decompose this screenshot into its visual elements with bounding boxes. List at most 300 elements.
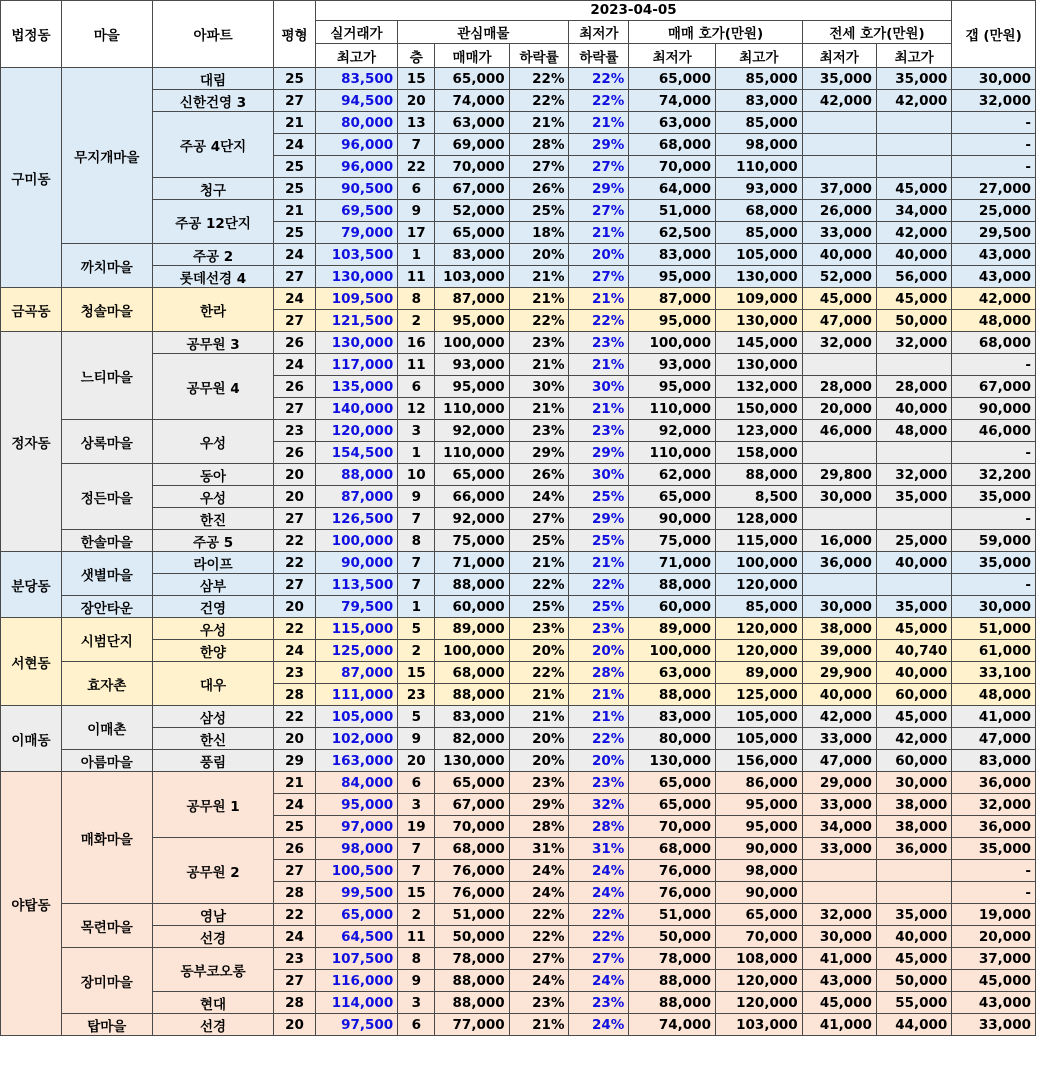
jeonse-high-cell [876, 134, 951, 156]
sale-price-cell: 88,000 [435, 970, 509, 992]
table-row [1, 486, 1036, 508]
gap-cell: 47,000 [952, 728, 1036, 750]
sale-price-cell: 67,000 [435, 794, 509, 816]
sale-price-cell: 95,000 [435, 310, 509, 332]
table-row [1, 706, 1036, 728]
pyeong-cell: 26 [274, 838, 315, 860]
sale-high-cell: 90,000 [715, 838, 802, 860]
table-row [1, 574, 1036, 596]
apartment-cell: 건영 [152, 596, 274, 618]
jeonse-low-cell: 33,000 [802, 838, 876, 860]
gap-cell: 37,000 [952, 948, 1036, 970]
village-cell: 효자촌 [61, 662, 152, 706]
jeonse-low-cell: 39,000 [802, 640, 876, 662]
pyeong-cell: 20 [274, 728, 315, 750]
pyeong-cell: 27 [274, 508, 315, 530]
table-row [1, 926, 1036, 948]
sale-high-cell: 128,000 [715, 508, 802, 530]
sale-high-cell: 103,000 [715, 1014, 802, 1036]
floor-cell: 3 [398, 992, 435, 1014]
floor-cell: 20 [398, 750, 435, 772]
pyeong-cell: 25 [274, 156, 315, 178]
gap-cell: 32,000 [952, 90, 1036, 112]
min-decline-rate-cell: 31% [569, 838, 629, 860]
jeonse-high-cell: 35,000 [876, 486, 951, 508]
floor-cell: 5 [398, 618, 435, 640]
apartment-cell: 우성 [152, 420, 274, 464]
table-header [1, 1, 1036, 68]
apartment-cell: 한양 [152, 640, 274, 662]
floor-cell: 11 [398, 926, 435, 948]
sale-price-cell: 88,000 [435, 574, 509, 596]
gap-cell: - [952, 156, 1036, 178]
jeonse-low-cell: 37,000 [802, 178, 876, 200]
sale-high-cell: 89,000 [715, 662, 802, 684]
floor-cell: 5 [398, 706, 435, 728]
jeonse-high-cell: 35,000 [876, 68, 951, 90]
header-sale-high: 최고가 [715, 44, 802, 68]
decline-rate-cell: 24% [509, 486, 569, 508]
min-decline-rate-cell: 22% [569, 728, 629, 750]
pyeong-cell: 23 [274, 662, 315, 684]
sale-high-cell: 156,000 [715, 750, 802, 772]
actual-max-price-cell: 114,000 [315, 992, 398, 1014]
apartment-cell: 주공 12단지 [152, 200, 274, 244]
actual-max-price-cell: 113,500 [315, 574, 398, 596]
gap-cell: 43,000 [952, 266, 1036, 288]
sale-low-cell: 64,000 [629, 178, 716, 200]
floor-cell: 9 [398, 200, 435, 222]
actual-max-price-cell: 140,000 [315, 398, 398, 420]
pyeong-cell: 22 [274, 552, 315, 574]
sale-high-cell: 120,000 [715, 618, 802, 640]
floor-cell: 10 [398, 464, 435, 486]
floor-cell: 7 [398, 134, 435, 156]
header-sale-price: 매매가 [435, 44, 509, 68]
min-decline-rate-cell: 21% [569, 552, 629, 574]
sale-low-cell: 100,000 [629, 332, 716, 354]
header-apartment: 아파트 [152, 1, 274, 68]
header-actual-trade-max: 최고가 [315, 44, 398, 68]
floor-cell: 8 [398, 530, 435, 552]
apartment-cell: 주공 4단지 [152, 112, 274, 178]
actual-max-price-cell: 90,000 [315, 552, 398, 574]
actual-max-price-cell: 163,000 [315, 750, 398, 772]
village-cell: 느티마을 [61, 332, 152, 420]
apartment-cell: 삼부 [152, 574, 274, 596]
sale-high-cell: 120,000 [715, 970, 802, 992]
apartment-cell: 우성 [152, 486, 274, 508]
gap-cell: 35,000 [952, 552, 1036, 574]
sale-price-cell: 60,000 [435, 596, 509, 618]
jeonse-low-cell [802, 156, 876, 178]
sale-price-cell: 65,000 [435, 68, 509, 90]
actual-max-price-cell: 97,500 [315, 1014, 398, 1036]
gap-cell: - [952, 574, 1036, 596]
header-min-price: 최저가 [569, 20, 629, 44]
header-actual-trade: 실거래가 [315, 20, 398, 44]
min-decline-rate-cell: 22% [569, 310, 629, 332]
decline-rate-cell: 22% [509, 90, 569, 112]
jeonse-low-cell: 42,000 [802, 90, 876, 112]
pyeong-cell: 24 [274, 354, 315, 376]
pyeong-cell: 20 [274, 596, 315, 618]
sale-high-cell: 85,000 [715, 596, 802, 618]
sale-low-cell: 89,000 [629, 618, 716, 640]
actual-max-price-cell: 125,000 [315, 640, 398, 662]
jeonse-low-cell: 45,000 [802, 992, 876, 1014]
jeonse-high-cell: 42,000 [876, 90, 951, 112]
gap-cell: 46,000 [952, 420, 1036, 442]
village-cell: 목련마을 [61, 904, 152, 948]
jeonse-high-cell: 48,000 [876, 420, 951, 442]
jeonse-low-cell: 34,000 [802, 816, 876, 838]
jeonse-high-cell [876, 574, 951, 596]
min-decline-rate-cell: 23% [569, 772, 629, 794]
jeonse-high-cell: 56,000 [876, 266, 951, 288]
table-row [1, 464, 1036, 486]
jeonse-low-cell: 45,000 [802, 288, 876, 310]
sale-high-cell: 130,000 [715, 310, 802, 332]
gap-cell: 32,000 [952, 794, 1036, 816]
sale-low-cell: 88,000 [629, 684, 716, 706]
floor-cell: 15 [398, 68, 435, 90]
apartment-cell: 동부코오롱 [152, 948, 274, 992]
actual-max-price-cell: 100,000 [315, 530, 398, 552]
sale-price-cell: 71,000 [435, 552, 509, 574]
sale-low-cell: 68,000 [629, 134, 716, 156]
jeonse-high-cell: 44,000 [876, 1014, 951, 1036]
actual-max-price-cell: 130,000 [315, 332, 398, 354]
floor-cell: 17 [398, 222, 435, 244]
sale-price-cell: 77,000 [435, 1014, 509, 1036]
sale-price-cell: 65,000 [435, 464, 509, 486]
pyeong-cell: 27 [274, 310, 315, 332]
sale-high-cell: 90,000 [715, 882, 802, 904]
sale-price-cell: 69,000 [435, 134, 509, 156]
table-row [1, 552, 1036, 574]
min-decline-rate-cell: 21% [569, 684, 629, 706]
jeonse-high-cell: 40,000 [876, 552, 951, 574]
sale-low-cell: 75,000 [629, 530, 716, 552]
min-decline-rate-cell: 27% [569, 156, 629, 178]
sale-price-cell: 70,000 [435, 156, 509, 178]
table-row [1, 992, 1036, 1014]
pyeong-cell: 24 [274, 288, 315, 310]
jeonse-low-cell: 32,000 [802, 332, 876, 354]
decline-rate-cell: 22% [509, 662, 569, 684]
min-decline-rate-cell: 22% [569, 574, 629, 596]
actual-max-price-cell: 100,500 [315, 860, 398, 882]
jeonse-high-cell: 60,000 [876, 684, 951, 706]
gap-cell: 36,000 [952, 816, 1036, 838]
pyeong-cell: 26 [274, 376, 315, 398]
table-row [1, 288, 1036, 310]
sale-high-cell: 130,000 [715, 266, 802, 288]
jeonse-low-cell: 52,000 [802, 266, 876, 288]
jeonse-high-cell [876, 508, 951, 530]
jeonse-low-cell: 43,000 [802, 970, 876, 992]
min-decline-rate-cell: 27% [569, 266, 629, 288]
apartment-cell: 공무원 2 [152, 838, 274, 904]
apartment-cell: 현대 [152, 992, 274, 1014]
sale-low-cell: 88,000 [629, 574, 716, 596]
sale-price-cell: 78,000 [435, 948, 509, 970]
table-row [1, 728, 1036, 750]
decline-rate-cell: 31% [509, 838, 569, 860]
apartment-cell: 주공 2 [152, 244, 274, 266]
pyeong-cell: 25 [274, 178, 315, 200]
sale-low-cell: 74,000 [629, 90, 716, 112]
sale-price-cell: 93,000 [435, 354, 509, 376]
actual-max-price-cell: 87,000 [315, 486, 398, 508]
sale-low-cell: 93,000 [629, 354, 716, 376]
floor-cell: 1 [398, 596, 435, 618]
decline-rate-cell: 27% [509, 156, 569, 178]
table-row [1, 640, 1036, 662]
pyeong-cell: 25 [274, 816, 315, 838]
village-cell: 샛별마을 [61, 552, 152, 596]
actual-max-price-cell: 64,500 [315, 926, 398, 948]
sale-high-cell: 123,000 [715, 420, 802, 442]
min-decline-rate-cell: 23% [569, 992, 629, 1014]
gap-cell: 35,000 [952, 838, 1036, 860]
table-row [1, 618, 1036, 640]
table-row [1, 662, 1036, 684]
village-cell: 상록마을 [61, 420, 152, 464]
jeonse-high-cell: 42,000 [876, 728, 951, 750]
actual-max-price-cell: 83,500 [315, 68, 398, 90]
jeonse-low-cell [802, 112, 876, 134]
min-decline-rate-cell: 28% [569, 662, 629, 684]
min-decline-rate-cell: 22% [569, 926, 629, 948]
jeonse-low-cell: 16,000 [802, 530, 876, 552]
jeonse-low-cell: 46,000 [802, 420, 876, 442]
gap-cell: - [952, 134, 1036, 156]
sale-price-cell: 130,000 [435, 750, 509, 772]
sale-low-cell: 83,000 [629, 706, 716, 728]
jeonse-high-cell: 45,000 [876, 948, 951, 970]
table-row [1, 244, 1036, 266]
min-decline-rate-cell: 32% [569, 794, 629, 816]
floor-cell: 9 [398, 970, 435, 992]
dong-cell: 분당동 [1, 552, 62, 618]
dong-cell: 서현동 [1, 618, 62, 706]
jeonse-low-cell [802, 882, 876, 904]
jeonse-low-cell: 20,000 [802, 398, 876, 420]
jeonse-high-cell: 38,000 [876, 794, 951, 816]
floor-cell: 8 [398, 288, 435, 310]
jeonse-high-cell: 45,000 [876, 618, 951, 640]
jeonse-high-cell: 40,000 [876, 244, 951, 266]
decline-rate-cell: 26% [509, 464, 569, 486]
pyeong-cell: 22 [274, 530, 315, 552]
header-jeonse-quote: 전세 호가(만원) [802, 20, 952, 44]
pyeong-cell: 24 [274, 794, 315, 816]
sale-low-cell: 60,000 [629, 596, 716, 618]
decline-rate-cell: 28% [509, 816, 569, 838]
decline-rate-cell: 23% [509, 992, 569, 1014]
floor-cell: 6 [398, 1014, 435, 1036]
actual-max-price-cell: 121,500 [315, 310, 398, 332]
village-cell: 장안타운 [61, 596, 152, 618]
min-decline-rate-cell: 30% [569, 376, 629, 398]
apartment-cell: 한신 [152, 728, 274, 750]
sale-low-cell: 71,000 [629, 552, 716, 574]
table-row [1, 838, 1036, 860]
gap-cell: 83,000 [952, 750, 1036, 772]
table-row [1, 200, 1036, 222]
decline-rate-cell: 21% [509, 266, 569, 288]
decline-rate-cell: 22% [509, 68, 569, 90]
sale-high-cell: 85,000 [715, 222, 802, 244]
gap-cell: 33,000 [952, 1014, 1036, 1036]
jeonse-low-cell [802, 574, 876, 596]
jeonse-low-cell [802, 860, 876, 882]
gap-cell: 43,000 [952, 992, 1036, 1014]
jeonse-low-cell [802, 354, 876, 376]
apartment-cell: 신한건영 3 [152, 90, 274, 112]
sale-price-cell: 65,000 [435, 772, 509, 794]
gap-cell: 29,500 [952, 222, 1036, 244]
sale-high-cell: 105,000 [715, 706, 802, 728]
sale-price-cell: 75,000 [435, 530, 509, 552]
min-decline-rate-cell: 25% [569, 596, 629, 618]
sale-low-cell: 70,000 [629, 156, 716, 178]
decline-rate-cell: 22% [509, 310, 569, 332]
sale-low-cell: 83,000 [629, 244, 716, 266]
pyeong-cell: 25 [274, 222, 315, 244]
sale-price-cell: 92,000 [435, 508, 509, 530]
sale-low-cell: 78,000 [629, 948, 716, 970]
actual-max-price-cell: 69,500 [315, 200, 398, 222]
table-row [1, 178, 1036, 200]
jeonse-high-cell: 50,000 [876, 970, 951, 992]
sale-high-cell: 120,000 [715, 574, 802, 596]
sale-high-cell: 65,000 [715, 904, 802, 926]
floor-cell: 15 [398, 882, 435, 904]
actual-max-price-cell: 99,500 [315, 882, 398, 904]
gap-cell: 43,000 [952, 244, 1036, 266]
sale-price-cell: 52,000 [435, 200, 509, 222]
header-pyeong: 평형 [274, 1, 315, 68]
floor-cell: 1 [398, 442, 435, 464]
sale-price-cell: 65,000 [435, 222, 509, 244]
jeonse-low-cell: 33,000 [802, 222, 876, 244]
sale-high-cell: 125,000 [715, 684, 802, 706]
table-row [1, 354, 1036, 376]
actual-max-price-cell: 98,000 [315, 838, 398, 860]
pyeong-cell: 27 [274, 90, 315, 112]
jeonse-high-cell [876, 882, 951, 904]
jeonse-low-cell: 30,000 [802, 486, 876, 508]
decline-rate-cell: 21% [509, 398, 569, 420]
sale-low-cell: 65,000 [629, 68, 716, 90]
header-beopjeongdong: 법정동 [1, 1, 62, 68]
sale-low-cell: 65,000 [629, 772, 716, 794]
min-decline-rate-cell: 27% [569, 948, 629, 970]
min-decline-rate-cell: 22% [569, 904, 629, 926]
table-row [1, 68, 1036, 90]
min-decline-rate-cell: 23% [569, 420, 629, 442]
village-cell: 무지개마을 [61, 68, 152, 244]
floor-cell: 13 [398, 112, 435, 134]
apartment-cell: 라이프 [152, 552, 274, 574]
jeonse-low-cell: 40,000 [802, 684, 876, 706]
jeonse-high-cell [876, 860, 951, 882]
sale-price-cell: 100,000 [435, 332, 509, 354]
gap-cell: 19,000 [952, 904, 1036, 926]
sale-low-cell: 95,000 [629, 266, 716, 288]
gap-cell: - [952, 860, 1036, 882]
sale-price-cell: 88,000 [435, 684, 509, 706]
min-decline-rate-cell: 21% [569, 398, 629, 420]
dong-cell: 정자동 [1, 332, 62, 552]
actual-max-price-cell: 90,500 [315, 178, 398, 200]
sale-low-cell: 50,000 [629, 926, 716, 948]
sale-low-cell: 68,000 [629, 838, 716, 860]
jeonse-high-cell: 60,000 [876, 750, 951, 772]
sale-price-cell: 89,000 [435, 618, 509, 640]
pyeong-cell: 27 [274, 266, 315, 288]
pyeong-cell: 20 [274, 1014, 315, 1036]
village-cell: 매화마을 [61, 772, 152, 904]
dong-cell: 이매동 [1, 706, 62, 772]
decline-rate-cell: 24% [509, 882, 569, 904]
decline-rate-cell: 25% [509, 530, 569, 552]
sale-price-cell: 92,000 [435, 420, 509, 442]
floor-cell: 2 [398, 904, 435, 926]
floor-cell: 8 [398, 948, 435, 970]
header-jeonse-low: 최저가 [802, 44, 876, 68]
decline-rate-cell: 21% [509, 684, 569, 706]
gap-cell: 90,000 [952, 398, 1036, 420]
header-floor: 층 [398, 44, 435, 68]
decline-rate-cell: 25% [509, 596, 569, 618]
min-decline-rate-cell: 30% [569, 464, 629, 486]
sale-price-cell: 83,000 [435, 244, 509, 266]
min-decline-rate-cell: 24% [569, 1014, 629, 1036]
actual-max-price-cell: 116,000 [315, 970, 398, 992]
decline-rate-cell: 20% [509, 244, 569, 266]
sale-low-cell: 130,000 [629, 750, 716, 772]
actual-max-price-cell: 88,000 [315, 464, 398, 486]
sale-low-cell: 51,000 [629, 904, 716, 926]
sale-high-cell: 68,000 [715, 200, 802, 222]
sale-high-cell: 100,000 [715, 552, 802, 574]
decline-rate-cell: 26% [509, 178, 569, 200]
header-jeonse-high: 최고가 [876, 44, 951, 68]
jeonse-high-cell: 45,000 [876, 178, 951, 200]
sale-price-cell: 76,000 [435, 882, 509, 904]
table-row [1, 948, 1036, 970]
jeonse-low-cell: 33,000 [802, 728, 876, 750]
jeonse-low-cell: 42,000 [802, 706, 876, 728]
min-decline-rate-cell: 23% [569, 332, 629, 354]
sale-low-cell: 65,000 [629, 486, 716, 508]
sale-high-cell: 86,000 [715, 772, 802, 794]
jeonse-high-cell: 38,000 [876, 816, 951, 838]
decline-rate-cell: 24% [509, 970, 569, 992]
decline-rate-cell: 21% [509, 354, 569, 376]
jeonse-low-cell: 29,800 [802, 464, 876, 486]
table-row [1, 90, 1036, 112]
jeonse-high-cell: 40,000 [876, 926, 951, 948]
gap-cell: 20,000 [952, 926, 1036, 948]
decline-rate-cell: 22% [509, 574, 569, 596]
apartment-cell: 영남 [152, 904, 274, 926]
sale-price-cell: 87,000 [435, 288, 509, 310]
